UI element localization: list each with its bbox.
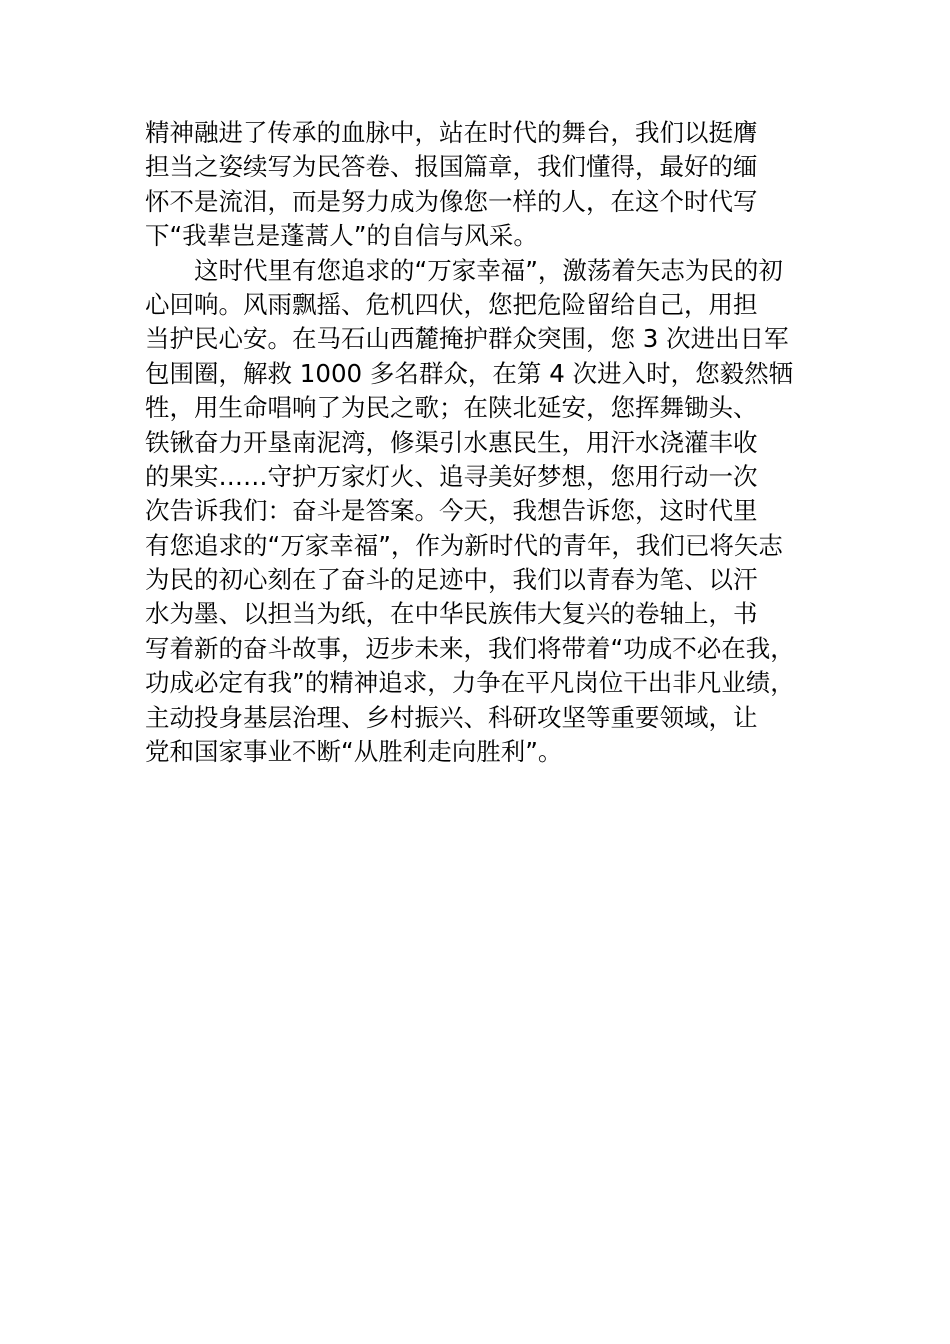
text-line: 主动投身基层治理、乡村振兴、科研攻坚等重要领域，让 [145,702,758,732]
text-line: 铁锹奋力开垦南泥湾，修渠引水惠民生，用汗水浇灌丰收 [145,427,758,457]
text-line: 写着新的奋斗故事，迈步未来，我们将带着“功成不必在我， [145,633,795,663]
text-line: 功成必定有我”的精神追求，力争在平凡岗位干出非凡业绩， [145,668,795,698]
text-line: 牲，用生命唱响了为民之歌；在陕北延安，您挥舞锄头、 [145,393,758,423]
document-body [145,116,845,769]
text-line: 当护民心安。在马石山西麓掩护群众突围，您 3 次进出日军 [145,324,789,354]
paragraph-first-line: 这时代里有您追求的“万家幸福”，激荡着矢志为民的初 [194,255,783,285]
text-line: 怀不是流泪，而是努力成为像您一样的人，在这个时代写 [145,186,758,216]
text-line: 心回响。风雨飘摇、危机四伏，您把危险留给自己，用担 [145,289,758,319]
text-line: 有您追求的“万家幸福”，作为新时代的青年，我们已将矢志 [145,530,783,560]
text-line: 为民的初心刻在了奋斗的足迹中，我们以青春为笔、以汗 [145,565,758,595]
text-line: 担当之姿续写为民答卷、报国篇章，我们懂得，最好的缅 [145,152,758,182]
text-line: 党和国家事业不断“从胜利走向胜利”。 [145,737,563,767]
text-line: 的果实……守护万家灯火、追寻美好梦想，您用行动一次 [145,461,758,491]
text-line: 精神融进了传承的血脉中，站在时代的舞台，我们以挺膺 [145,118,758,147]
text-line: 包围圈，解救 1000 多名群众，在第 4 次进入时，您毅然牺 [145,358,794,388]
text-line: 下“我辈岂是蓬蒿人”的自信与风采。 [145,221,538,251]
text-line: 次告诉我们：奋斗是答案。今天，我想告诉您，这时代里 [145,496,758,526]
text-line: 水为墨、以担当为纸，在中华民族伟大复兴的卷轴上，书 [145,599,758,629]
